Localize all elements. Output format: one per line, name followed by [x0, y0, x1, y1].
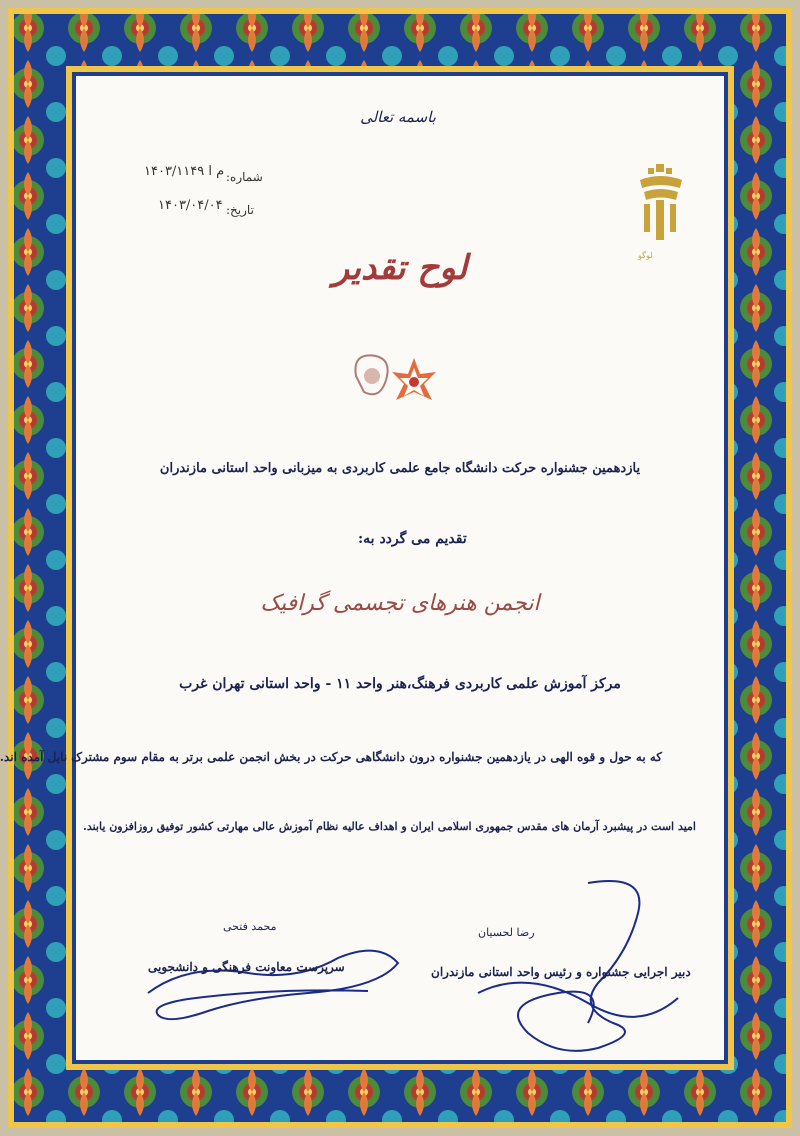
- letter-date-label: تاریخ:: [226, 203, 254, 217]
- right-signatory-name: رضا لحسیان: [478, 926, 535, 939]
- recipient-name: انجمن هنرهای تجسمی گرافیک: [260, 591, 540, 616]
- wish-text: امید است در پیشبرد آرمان های مقدس جمهوری اسلامی ایران و اهداف عالیه نظام آموزش عالی مهارتی کشور توفیق روزافزون یابند.: [82, 820, 696, 833]
- festival-line: یازدهمین جشنواره حرکت دانشگاه جامع علمی کاربردی به میزبانی واحد استانی مازندران: [159, 461, 641, 476]
- achievement-text: که به حول و قوه الهی در یازدهمین جشنواره درون دانشگاهی حرکت در بخش انجمن علمی برتر به مقام سوم مشترک نایل آمده اند.: [0, 750, 662, 764]
- invocation-text: باسمه تعالی: [360, 108, 436, 126]
- letter-number-label: شماره:: [226, 170, 263, 184]
- right-signatory-title: دبیر اجرایی جشنواره و رئیس واحد استانی مازندران: [431, 965, 691, 979]
- left-signatory-title: سرپرست معاونت فرهنگی و دانشجویی: [148, 960, 345, 974]
- university-logo-text: لوگو: [638, 251, 653, 260]
- certificate-body: [0, 78, 722, 1058]
- left-signature-icon: [128, 933, 418, 1043]
- certificate-title: لوح تقدیر: [332, 248, 468, 288]
- left-signatory-name: محمد فتحی: [223, 920, 277, 933]
- education-center-name: مرکز آموزش علمی کاربردی فرهنگ،هنر واحد ۱۱ - واحد استانی تهران غرب: [179, 676, 621, 692]
- presented-to-label: تقدیم می گردد به:: [358, 531, 467, 547]
- letter-date-value: ۱۴۰۳/۰۴/۰۴: [158, 198, 223, 213]
- festival-emblem-icon: [346, 346, 456, 416]
- letter-number-value: ۱۴۰۳/۱۱۴۹ م ا: [144, 164, 225, 179]
